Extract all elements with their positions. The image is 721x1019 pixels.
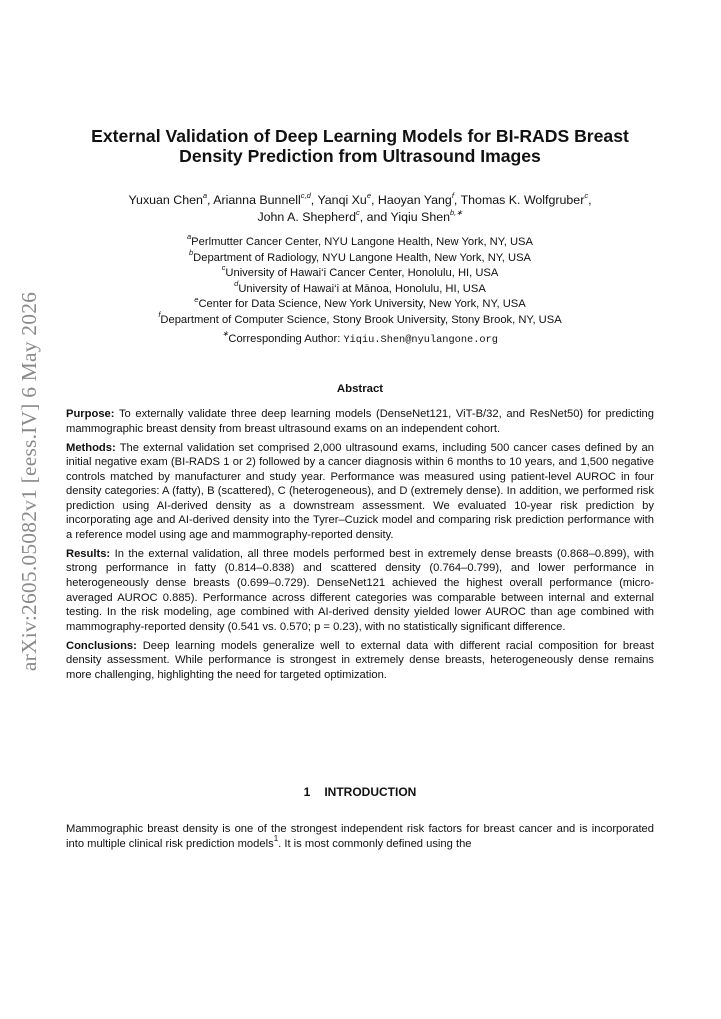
affiliation-text: Department of Computer Science, Stony Brook University, Stony Brook, NY, USA [160, 313, 562, 326]
affiliation-text: Center for Data Science, New York University, New York, NY, USA [198, 298, 526, 311]
section-title: INTRODUCTION [324, 785, 417, 799]
abstract-paragraph-label: Conclusions: [66, 639, 137, 652]
affiliation-text: University of Hawai‘i Cancer Center, Honolulu, HI, USA [225, 267, 499, 280]
affiliation [66, 232, 654, 251]
author-affil-sup: f [451, 190, 454, 200]
abstract-paragraph-text: Deep learning models generalize well to external data with different racial composition for breast density assessment. While performance is strongest in extremely dense breasts, heterogeneously dense remains more challenging, highlighting the need for targeted optimization. [66, 639, 654, 681]
author-affil-sup: b,∗ [450, 207, 463, 217]
paper-title: External Validation of Deep Learning Models for BI-RADS Breast Density Prediction from Ultrasound Images [91, 126, 629, 166]
corresponding-author [66, 328, 654, 349]
intro-paragraph [66, 822, 654, 852]
abstract-body [66, 407, 654, 687]
affiliation-sup: b [188, 247, 194, 257]
author-affil-sup: c [584, 190, 589, 200]
affiliation-sup: a [187, 232, 192, 242]
affiliation-text: University of Hawai‘i at Mānoa, Honolulu, HI, USA [238, 282, 486, 295]
author-name: Arianna Bunnell [213, 193, 301, 207]
corresponding-email-link[interactable]: Yiqiu.Shen@nyulangone.org [343, 333, 498, 346]
author-name: Yiqiu Shen [390, 210, 450, 224]
affiliation [66, 247, 654, 267]
affiliation-list [66, 232, 654, 348]
section-number: 1 [303, 785, 311, 799]
author-affil-sup: a [202, 190, 208, 200]
abstract-paragraph [66, 639, 654, 683]
corresponding-label: Corresponding Author: [228, 332, 341, 345]
author-list: Yuxuan Chen$^a$, Arianna Bunnell$^{c,d}$, Yanqi Xu$^e$, Haoyan Yang$^f$, Thomas K. Wolfgruber$^c$, John A. Shepherd$^c$, and Yiqiu Shen$^{b,∗}$ [128, 190, 592, 224]
affiliation [66, 310, 654, 329]
abstract-paragraph-label: Methods: [66, 441, 116, 454]
affiliation-text: Perlmutter Cancer Center, NYU Langone Health, New York, NY, USA [191, 236, 533, 248]
abstract-heading: Abstract [336, 383, 384, 395]
author-name: Haoyan Yang [377, 193, 452, 207]
author-name: Yuxuan Chen [128, 193, 203, 207]
author-name: John A. Shepherd [257, 210, 356, 224]
abstract-paragraph-text: In the external validation, all three models performed best in extremely dense breasts (0.868–0.899), with strong performance in fatty (0.814–0.838) and scattered density (0.764–0.799), and lower performance in heterogeneously dense breasts (0.699–0.729). DenseNet121 achieved the highest overall performance (micro-averaged AUROC 0.885). Performance across different categories was comparable between internal and external testing. In the risk modeling, age combined with AI-derived density yielded lower AUROC than age combined with mammography-reported density (0.541 vs. 0.570; p = 0.23), with no statistically significant difference. [66, 547, 654, 633]
abstract-paragraph-text: The external validation set comprised 2,000 ultrasound exams, including 500 cancer cases defined by an initial negative exam (BI-RADS 1 or 2) followed by a cancer diagnosis within 6 months to 10 years, and 1,500 negative controls matched by manufacturer and study year. Performance was measured using patient-level AUROC in four density categories: A (fatty), B (scattered), C (heterogeneous), and D (extremely dense). In addition, we performed risk prediction using AI-derived density as a downstream assessment. We evaluated 10-year risk prediction by incorporating age and AI-derived density into the Tyrer–Cuzick model and comparing risk prediction performance with a reference model using age and mammography-reported density. [66, 441, 654, 541]
arxiv-identifier-stamp [10, 290, 50, 672]
author-affil-sup: e [366, 190, 371, 200]
abstract-paragraph [66, 547, 654, 634]
abstract-paragraph-text: To externally validate three deep learning models (DenseNet121, ViT-B/32, and ResNet50) for predicting mammographic breast density from breast ultrasound exams on an independent cohort. [66, 408, 655, 435]
affiliation-sup: c [221, 263, 226, 273]
corresponding-sup: ∗ [222, 328, 229, 338]
affiliation [66, 279, 654, 298]
author-name: Yanqi Xu [317, 193, 367, 207]
arxiv-identifier-text: arXiv:2605.05082v1 [eess.IV] 6 May 2026 [17, 291, 42, 671]
author-name: Thomas K. Wolfgruber [460, 193, 585, 207]
intro-text: Mammographic breast density is one of the strongest independent risk factors for breast cancer and is incorporated into multiple clinical risk prediction models [66, 823, 654, 850]
abstract-paragraph-label: Purpose: [66, 408, 115, 420]
affiliation-sup: d [234, 279, 239, 289]
citation-link[interactable]: 1 [273, 834, 279, 844]
affiliation-sup: f [158, 310, 161, 320]
intro-text-continued: . It is most commonly defined using the [278, 837, 472, 850]
author-affil-sup: c,d [300, 190, 311, 200]
affiliation-sup: e [194, 294, 199, 304]
abstract-paragraph [66, 407, 654, 436]
affiliation [66, 294, 654, 313]
abstract-paragraph-label: Results: [66, 547, 111, 560]
author-conjunction: and [366, 210, 388, 224]
section-heading [66, 785, 654, 799]
affiliation [66, 263, 654, 282]
author-affil-sup: c [355, 207, 360, 217]
abstract-paragraph [66, 441, 654, 543]
affiliation-text: Department of Radiology, NYU Langone Health, New York, NY, USA [193, 251, 532, 264]
